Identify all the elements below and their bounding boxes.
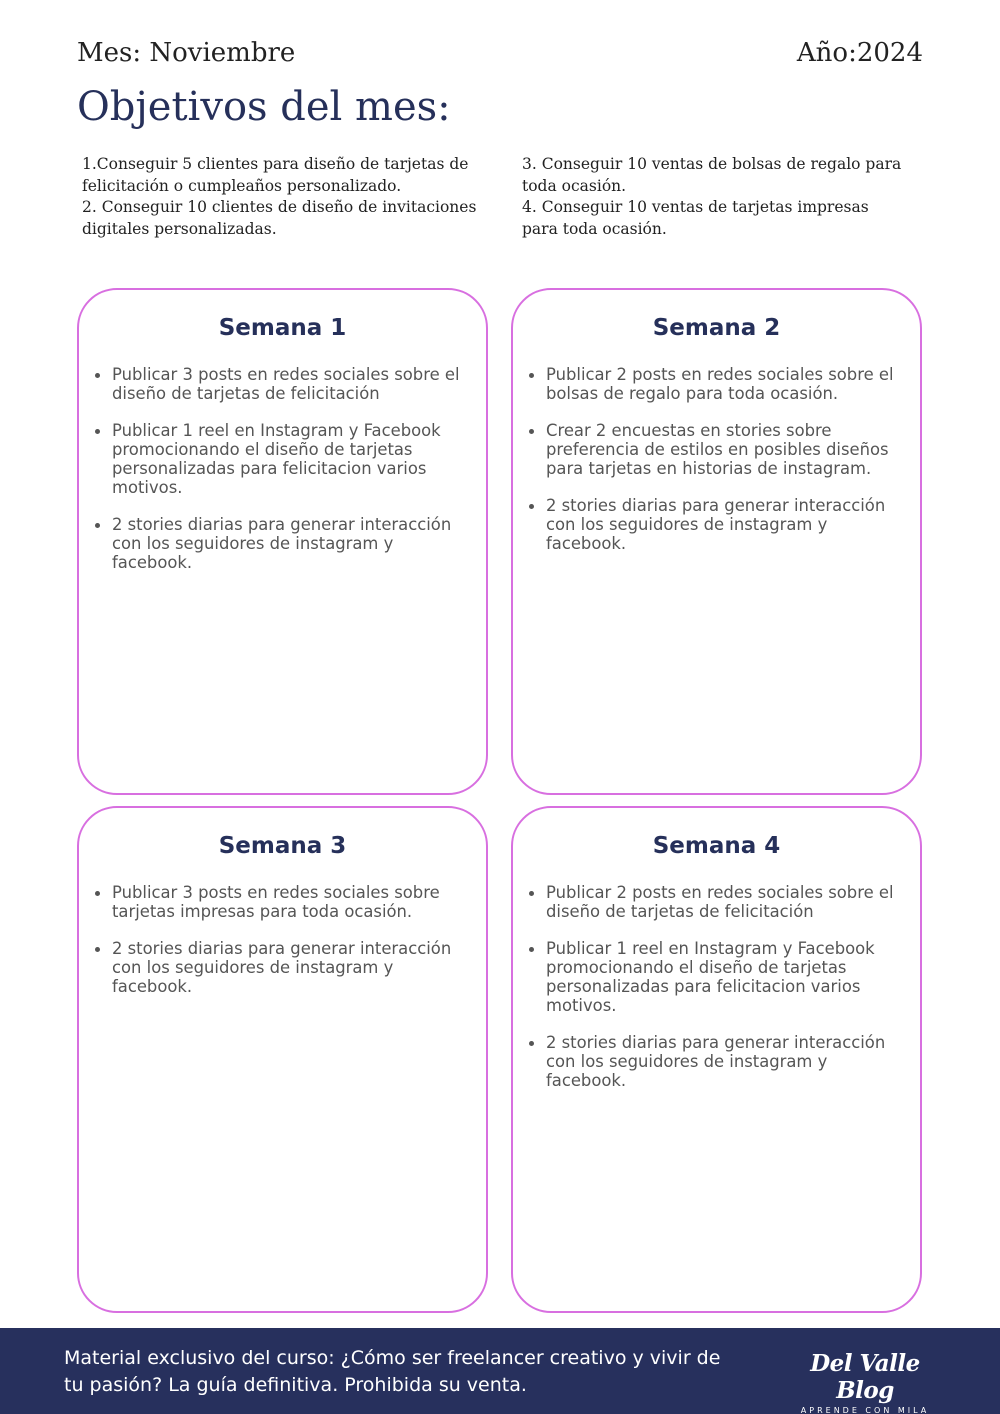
objective-4: 4. Conseguir 10 ventas de tarjetas impresas para toda ocasión.: [522, 198, 869, 238]
objectives-left: [82, 154, 482, 240]
bullet-icon: [95, 429, 100, 434]
brand-logo: [790, 1350, 940, 1414]
task-text: Crear 2 encuestas en stories sobre preferencia de estilos en posibles diseños para tarjetas en historias de instagram.: [546, 421, 889, 478]
task-item: [546, 365, 908, 403]
task-item: [546, 883, 908, 921]
week-task-list: [79, 883, 486, 996]
task-item: [112, 883, 474, 921]
task-item: [112, 365, 474, 403]
week-title: Semana 3: [218, 833, 347, 859]
bullet-icon: [529, 891, 534, 896]
task-item: [112, 421, 474, 497]
bullet-icon: [529, 429, 534, 434]
week-card-3: [77, 806, 488, 1313]
task-item: [546, 496, 908, 553]
task-text: Publicar 2 posts en redes sociales sobre el diseño de tarjetas de felicitación: [546, 883, 894, 921]
task-text: Publicar 3 posts en redes sociales sobre el diseño de tarjetas de felicitación: [112, 365, 460, 403]
page-title: Objetivos del mes:: [77, 84, 451, 130]
task-text: 2 stories diarias para generar interacción con los seguidores de instagram y facebook.: [112, 515, 452, 572]
task-item: [112, 515, 474, 572]
objectives-right: [522, 154, 902, 240]
task-item: [112, 939, 474, 996]
task-text: Publicar 2 posts en redes sociales sobre el bolsas de regalo para toda ocasión.: [546, 365, 894, 403]
task-text: 2 stories diarias para generar interacción con los seguidores de instagram y facebook.: [112, 939, 452, 996]
task-text: 2 stories diarias para generar interacción con los seguidores de instagram y facebook.: [546, 496, 886, 553]
footer-bar: [0, 1328, 1000, 1414]
task-text: Publicar 1 reel en Instagram y Facebook promocionando el diseño de tarjetas personalizadas para felicitacion varios motivos.: [546, 939, 875, 1015]
objective-2: 2. Conseguir 10 clientes de diseño de invitaciones digitales personalizadas.: [82, 198, 477, 238]
task-text: Publicar 1 reel en Instagram y Facebook promocionando el diseño de tarjetas personalizadas para felicitacion varios motivos.: [112, 421, 441, 497]
year-label: Año:2024: [796, 38, 923, 68]
week-title: Semana 2: [652, 315, 781, 341]
logo-title: Del Valle Blog: [810, 1350, 920, 1404]
objective-3: 3. Conseguir 10 ventas de bolsas de regalo para toda ocasión.: [522, 155, 902, 195]
bullet-icon: [529, 504, 534, 509]
week-title: Semana 1: [218, 315, 347, 341]
bullet-icon: [95, 373, 100, 378]
week-task-list: [513, 883, 920, 1090]
week-task-list: [79, 365, 486, 572]
footer-disclaimer: Material exclusivo del curso: ¿Cómo ser freelancer creativo y vivir de tu pasión? La guía definitiva. Prohibida su venta.: [64, 1347, 721, 1396]
logo-subtitle: APRENDE CON MILA: [800, 1406, 930, 1414]
bullet-icon: [95, 523, 100, 528]
week-title: Semana 4: [652, 833, 781, 859]
bullet-icon: [529, 947, 534, 952]
bullet-icon: [95, 891, 100, 896]
task-text: Publicar 3 posts en redes sociales sobre tarjetas impresas para toda ocasión.: [112, 883, 440, 921]
week-card-4: [511, 806, 922, 1313]
task-text: 2 stories diarias para generar interacción con los seguidores de instagram y facebook.: [546, 1033, 886, 1090]
week-card-2: [511, 288, 922, 795]
task-item: [546, 939, 908, 1015]
objective-1: 1.Conseguir 5 clientes para diseño de tarjetas de felicitación o cumpleaños personalizado.: [82, 155, 469, 195]
bullet-icon: [529, 373, 534, 378]
month-label: Mes: Noviembre: [77, 38, 296, 68]
bullet-icon: [529, 1041, 534, 1046]
week-task-list: [513, 365, 920, 553]
task-item: [546, 421, 908, 478]
week-card-1: [77, 288, 488, 795]
bullet-icon: [95, 947, 100, 952]
task-item: [546, 1033, 908, 1090]
